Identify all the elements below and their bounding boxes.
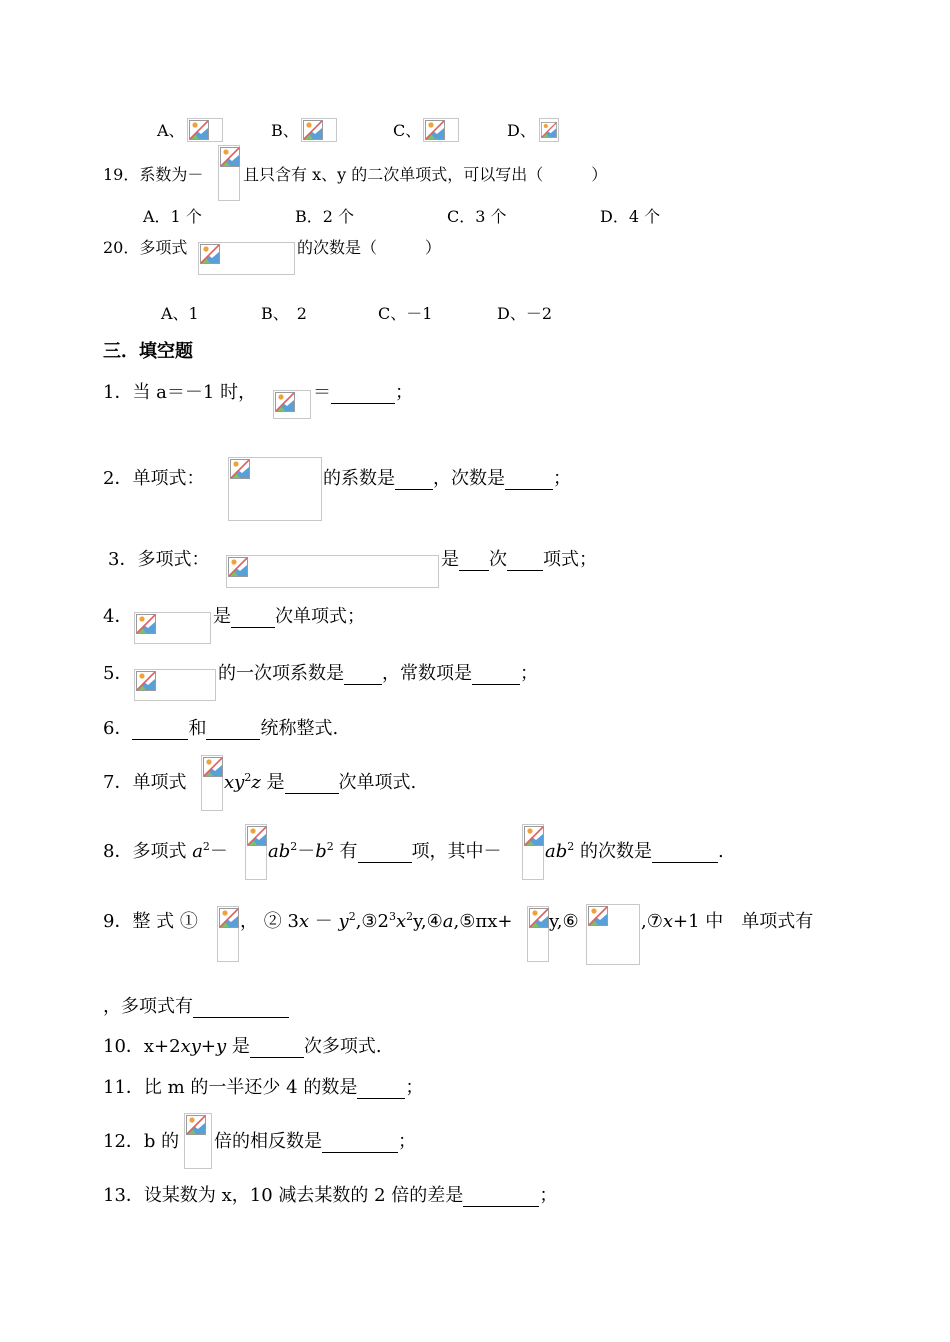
question-text: 设某数为 x，10 减去某数的 2 倍的差是 [143, 1185, 464, 1206]
question-text: ，次数是 [433, 468, 505, 489]
option-d: D、 [507, 121, 536, 140]
answer-blank[interactable] [395, 471, 433, 490]
formula-image [301, 118, 337, 142]
question-text [641, 911, 813, 933]
question-text: 比 m 的一半还少 4 的数是 [143, 1077, 358, 1098]
answer-blank[interactable] [132, 721, 188, 740]
option-b: B．2 个 [295, 207, 355, 226]
question-number: 6． [103, 718, 133, 739]
math-var: x [662, 911, 674, 932]
plus-sign: + [200, 1036, 217, 1057]
option-d: D、－2 [497, 304, 553, 323]
question-text: 多项式 [132, 841, 193, 862]
question-number: 12． [103, 1131, 144, 1152]
exponent: 2 [290, 840, 298, 853]
math-var: y [338, 911, 349, 932]
fill-question-1 [103, 382, 256, 404]
punctuation: ； [520, 663, 538, 684]
question-text: 次多项式. [303, 1036, 382, 1057]
option-c: C、－1 [378, 304, 433, 323]
question-text: y,⑥ [549, 911, 579, 932]
option-b: B、 [271, 121, 299, 140]
fill-question-8 [103, 841, 228, 863]
question-text: 的次数是（ ） [297, 238, 442, 257]
minus-sign: － [309, 911, 339, 932]
question-text: 次单项式； [275, 606, 365, 627]
image-icon [228, 557, 248, 577]
question-text: 的次数是 [574, 841, 652, 862]
image-icon [588, 906, 608, 926]
image-icon [541, 120, 557, 140]
math-var: y [216, 1036, 227, 1057]
answer-blank[interactable] [231, 609, 275, 628]
exponent: 2 [244, 771, 252, 784]
question-text: 项，其中－ [411, 841, 502, 862]
question-text [268, 841, 502, 863]
image-icon [425, 120, 445, 140]
formula-image [217, 906, 239, 962]
image-icon [524, 826, 544, 846]
question-text [218, 663, 538, 685]
question-text: 当 a＝－1 时， [132, 382, 257, 403]
equals-sign: ＝ [313, 382, 331, 403]
question-text: ,③2 [355, 911, 389, 932]
question-text: 是 [260, 772, 285, 793]
question-text: +1 中 单项式有 [673, 911, 814, 932]
fill-question-2 [103, 468, 204, 490]
answer-blank[interactable] [206, 721, 260, 740]
formula-image [134, 669, 216, 701]
image-icon [186, 1115, 206, 1135]
answer-blank[interactable] [322, 1134, 398, 1153]
question-number: 1． [103, 382, 133, 403]
answer-blank[interactable] [358, 844, 412, 863]
question-text: ，多项式有 [103, 996, 193, 1017]
option-a: A、 [157, 121, 185, 140]
question-text: y,④ [413, 911, 443, 932]
answer-blank[interactable] [505, 471, 553, 490]
question-text [213, 606, 365, 628]
image-icon [203, 757, 223, 777]
exponent: 3 [389, 910, 396, 923]
image-icon [275, 392, 295, 412]
question-text: 倍的相反数是 [214, 1131, 322, 1152]
image-icon [189, 120, 209, 140]
formula-image [218, 145, 240, 201]
question-text: b 的 [143, 1131, 180, 1152]
answer-blank[interactable] [193, 999, 289, 1018]
math-var: x [298, 911, 310, 932]
fill-question-9 [103, 911, 198, 933]
question-text [323, 468, 571, 490]
image-icon [529, 908, 549, 928]
question-text: 整 式 ① [132, 911, 198, 932]
image-icon [200, 244, 220, 264]
fill-question-5: 5． [103, 663, 133, 684]
question-text [313, 382, 413, 404]
exponent: 2 [406, 910, 414, 923]
math-var: xy [224, 772, 245, 793]
question-text: 单项式： [132, 468, 205, 489]
formula-image [527, 906, 549, 962]
image-icon [136, 614, 156, 634]
question-text: 系数为－ [139, 165, 204, 184]
math-var: a [442, 911, 454, 932]
exponent: 2 [567, 840, 575, 853]
answer-blank[interactable] [652, 844, 718, 863]
question-text: 统称整式. [260, 718, 339, 739]
fill-question-6 [103, 718, 338, 740]
question-20 [103, 237, 187, 259]
exponent: 2 [348, 910, 356, 923]
punctuation: ； [539, 1185, 558, 1206]
option-c: C、 [393, 121, 422, 140]
answer-blank[interactable] [459, 552, 489, 571]
image-icon [219, 908, 239, 928]
formula-image [184, 1113, 212, 1169]
fill-question-3 [108, 549, 209, 571]
formula-image [245, 824, 267, 880]
image-icon [220, 147, 240, 167]
question-text: 且只含有 x、y 的二次单项式，可以写出（ ） [243, 165, 608, 184]
math-var: x [396, 911, 407, 932]
question-text: 多项式： [137, 549, 210, 570]
question-text: 多项式 [139, 238, 188, 257]
answer-blank[interactable] [285, 775, 339, 794]
minus-sign: － [209, 841, 228, 862]
question-number: 10． [103, 1036, 144, 1057]
math-var: xy [180, 1036, 201, 1057]
fill-question-10 [103, 1036, 382, 1058]
punctuation: ； [398, 1131, 416, 1152]
question-text: 次 [489, 549, 507, 570]
question-text [545, 841, 724, 863]
question-text: 是 [441, 549, 459, 570]
formula-image [539, 118, 559, 142]
question-19 [103, 164, 203, 186]
image-icon [136, 671, 156, 691]
question-number: 3． [108, 549, 138, 570]
punctuation: ； [405, 1077, 424, 1098]
fill-question-11 [103, 1077, 423, 1099]
image-icon [247, 826, 267, 846]
question-text [240, 911, 512, 933]
fill-question-12 [103, 1131, 179, 1153]
answer-blank[interactable] [472, 666, 520, 685]
question-number: 8． [103, 841, 133, 862]
formula-image [273, 390, 311, 419]
image-icon [230, 459, 250, 479]
formula-image [201, 755, 223, 811]
question-text: 是 [213, 606, 231, 627]
question-text: ，常数项是 [382, 663, 472, 684]
image-icon [303, 120, 323, 140]
question-text [103, 996, 289, 1018]
question-text: 是 [226, 1036, 250, 1057]
question-number: 7． [103, 772, 133, 793]
formula-image [226, 555, 439, 588]
math-var: a [192, 841, 203, 862]
question-text: 项式； [543, 549, 597, 570]
question-text: 有 [333, 841, 358, 862]
answer-blank[interactable] [507, 552, 543, 571]
option-c: C．3 个 [447, 207, 507, 226]
math-var: z [251, 772, 261, 793]
section-title: 三．填空题 [103, 341, 193, 362]
question-text [214, 1131, 416, 1153]
question-text: 的一次项系数是 [218, 663, 344, 684]
exponent: 2 [326, 840, 334, 853]
question-text: 单项式 [132, 772, 187, 793]
formula-image [187, 118, 223, 142]
formula-image [423, 118, 459, 142]
option-b: B、 2 [261, 304, 307, 323]
option-d: D．4 个 [600, 207, 661, 226]
answer-blank[interactable] [250, 1039, 304, 1058]
answer-blank[interactable] [463, 1188, 539, 1207]
question-text [224, 772, 416, 794]
formula-image [228, 457, 322, 521]
math-var: ab [268, 841, 291, 862]
question-text: 的系数是 [323, 468, 395, 489]
math-var: b [315, 841, 327, 862]
question-number: 11． [103, 1077, 144, 1098]
punctuation: . [718, 841, 724, 862]
question-number: 9． [103, 911, 133, 932]
question-number: 19． [103, 165, 140, 184]
fill-question-7 [103, 772, 186, 794]
fill-question-4: 4． [103, 606, 133, 627]
punctuation: ； [553, 468, 571, 489]
formula-image [586, 904, 640, 965]
answer-blank[interactable] [344, 666, 382, 685]
answer-blank[interactable] [357, 1080, 405, 1099]
question-number: 13． [103, 1185, 144, 1206]
punctuation: ； [395, 382, 413, 403]
question-text: ,⑦ [641, 911, 663, 932]
question-text [441, 549, 597, 571]
answer-blank[interactable] [331, 385, 395, 404]
option-a: A、1 [161, 304, 199, 323]
exponent: 2 [202, 840, 210, 853]
fill-question-13 [103, 1185, 557, 1207]
minus-sign: － [297, 841, 316, 862]
question-text: 和 [188, 718, 207, 739]
math-var: ab [545, 841, 568, 862]
question-number: 2． [103, 468, 133, 489]
question-text: 次单项式. [338, 772, 417, 793]
question-text: ,⑤πx+ [453, 911, 513, 932]
question-number: 20． [103, 238, 140, 257]
formula-image [134, 612, 211, 644]
formula-image [198, 242, 295, 275]
formula-image [522, 824, 544, 880]
question-text: x+2 [143, 1036, 181, 1057]
option-a: A．1 个 [143, 207, 202, 226]
question-text: ， ② 3 [240, 911, 299, 932]
